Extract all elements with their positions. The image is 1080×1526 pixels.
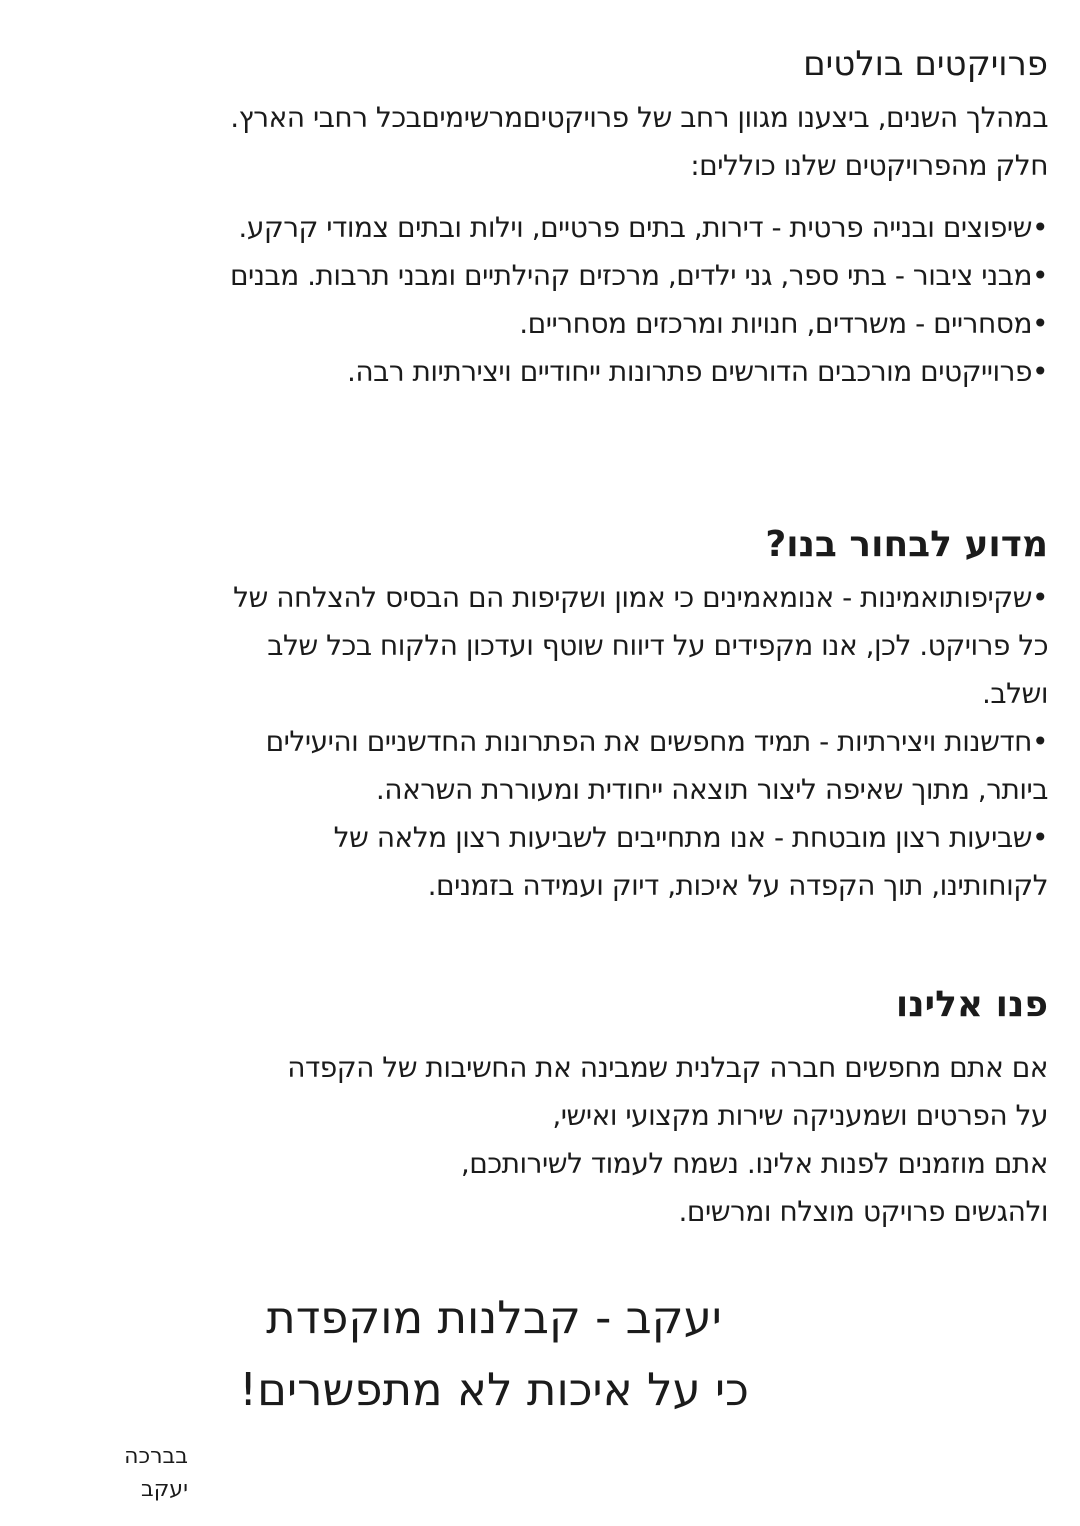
bullet-line: •שקיפותואמינות - אנומאמינים כי אמון ושקיפות הם הבסיס להצלחה של [233, 581, 1048, 614]
bullet-line: •שביעות רצון מובטחת - אנו מתחייבים לשביעות רצון מלאה של [333, 821, 1048, 854]
bullet-line: ושלב. [982, 677, 1048, 710]
signature-line: יעקב [140, 1477, 188, 1502]
bullet-line: •מסחריים - משרדים, חנויות ומרכזים מסחריים. [519, 307, 1048, 340]
why-choose-us-heading: מדוע לבחור בנו? [765, 524, 1048, 565]
bullet-line: לקוחותינו, תוך הקפדה על איכות, דיוק ועמידה בזמנים. [427, 869, 1048, 902]
bullet-line: ביותר, מתוך שאיפה ליצור תוצאה ייחודית ומעוררת השראה. [375, 773, 1048, 806]
contact-us-heading: פנו אלינו [895, 984, 1048, 1025]
brand-tagline [0, 1282, 1003, 1426]
bullet-line: •מבני ציבור - בתי ספר, גני ילדים, מרכזים קהילתיים ומבני תרבות. מבנים [229, 259, 1048, 292]
bullet-line: •פרוייקטים מורכבים הדורשים פתרונות ייחודיים ויצירתיות רבה. [346, 355, 1048, 388]
bullet-line: •חדשנות ויצירתיות - תמיד מחפשים את הפתרונות החדשניים והיעילים [265, 725, 1048, 758]
bullet-line: כל פרויקט. לכן, אנו מקפידים על דיווח שוטף ועדכון הלקוח בכל שלב [267, 629, 1048, 662]
signature-line: בברכה [124, 1444, 188, 1469]
text-line: על הפרטים ושמעניקה שירות מקצועי ואישי, [552, 1099, 1048, 1132]
signature-block [30, 1440, 188, 1506]
tagline-line: יעקב - קבלנות מוקפדת [266, 1291, 722, 1344]
text-line: ולהגשים פרויקט מוצלח ומרשים. [678, 1195, 1048, 1228]
projects-intro-paragraph [30, 94, 1048, 190]
text-line: במהלך השנים, ביצענו מגוון רחב של פרויקטיםמרשימיםבכל רחבי הארץ. [230, 101, 1048, 134]
text-line: אם אתם מחפשים חברה קבלנית שמבינה את החשיבות של הקפדה [287, 1051, 1048, 1084]
text-line: אתם מוזמנים לפנות אלינו. נשמח לעמוד לשירותכם, [460, 1147, 1048, 1180]
bullet-line: •שיפוצים ובנייה פרטית - דירות, בתים פרטיים, וילות ובתים צמודי קרקע. [238, 211, 1048, 244]
text-line: חלק מהפרויקטים שלנו כוללים: [690, 149, 1048, 182]
projects-heading: פרויקטים בולטים [803, 44, 1048, 84]
projects-bullet-list [30, 204, 1048, 396]
why-choose-us-bullet-list [30, 574, 1048, 910]
tagline-line: כי על איכות לא מתפשרים! [239, 1363, 749, 1416]
contact-us-paragraph [30, 1044, 1048, 1236]
